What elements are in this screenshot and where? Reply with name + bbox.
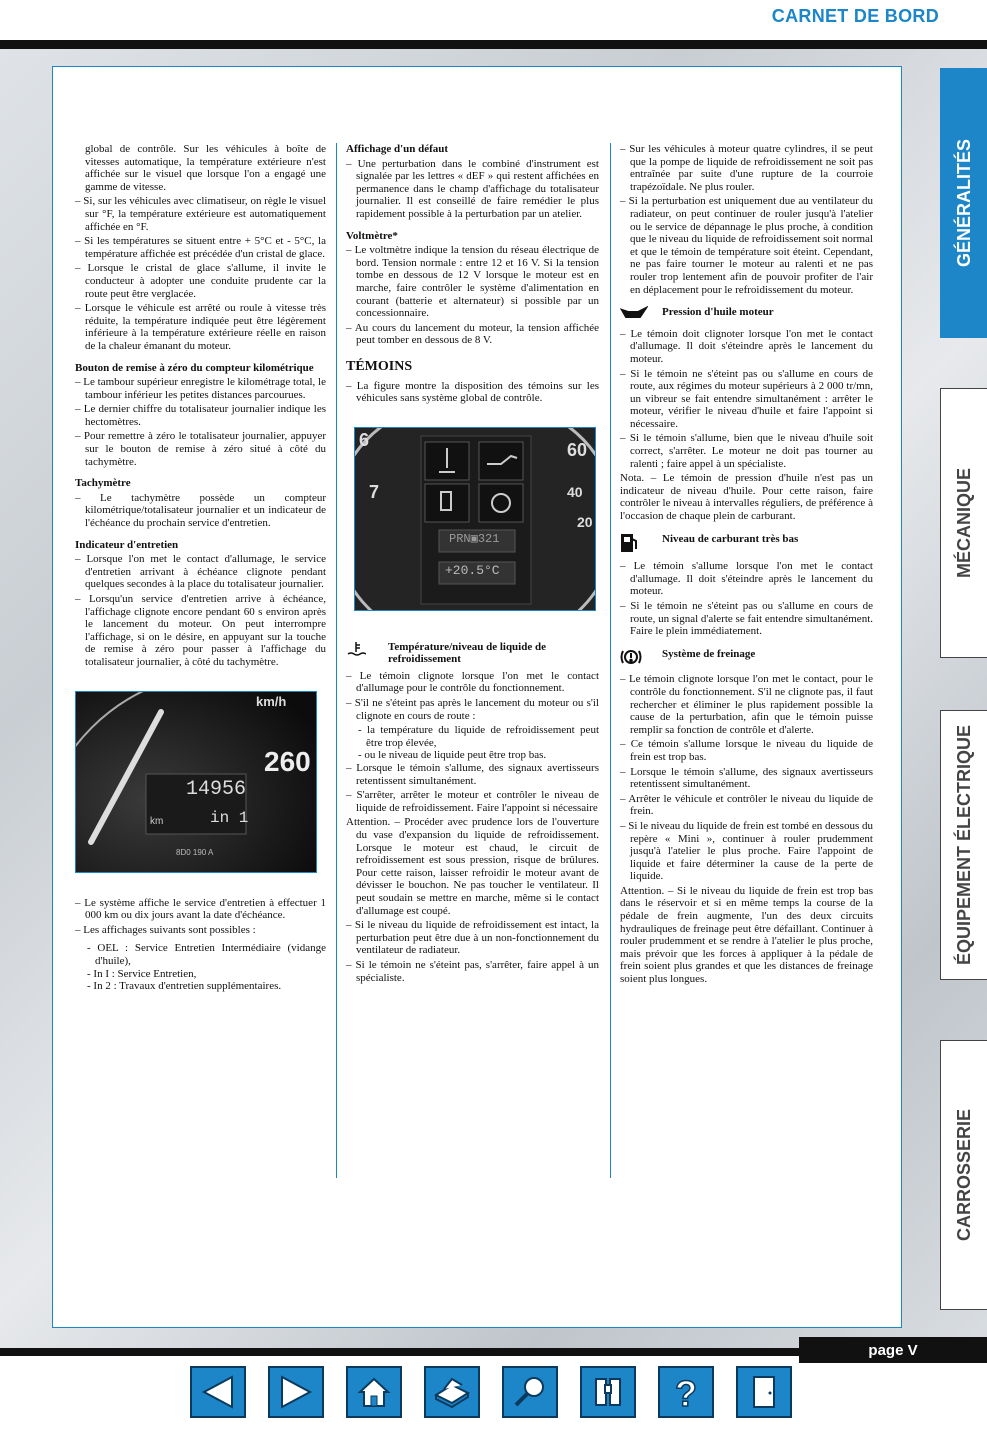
paragraph: – Le système affiche le service d'entretien à effectuer 1 000 km ou dix jours avant la date d'échéance. [75,896,326,922]
tab-equipement-electrique[interactable] [940,710,987,980]
tab-label: CARROSSERIE [953,1108,974,1242]
coolant-warning-heading [346,641,599,666]
paragraph: – Lorsque le témoin s'allume, des signaux avertisseurs retentissent simultanément. [346,762,599,787]
speed-label: 260 [264,745,311,777]
gauge-number: 20 [577,513,593,530]
home-icon [354,1373,394,1411]
list-item: - la température du liquide de refroidissement peut être trop élevée, [358,724,599,749]
paragraph: – Le témoin clignote lorsque l'on met le contact, pour le contrôle du fonctionnement. S'il ne clignote pas, il faut rechercher et éliminer le plus rapidement possible la cause de la perturbation, afin que le témoin puisse remplir sa fonction de contrôle et d'alerte. [620,673,873,736]
tab-label: ÉQUIPEMENT ÉLECTRIQUE [953,724,974,966]
section-heading: Voltmètre* [346,229,398,242]
paragraph: – Si les températures se situent entre + 5°C et - 5°C, la température affichée est précédée d'un cristal de glace. [75,235,326,260]
kmh-label: km/h [256,693,287,709]
paragraph: Attention. – Si le niveau du liquide de frein est trop bas dans le réservoir et si en même temps la course de la pédale de frein augmente, l'un des deux circuits hydrauliques de freinage peut être défaillant. Continuer à rouler prudemment et se rendre à l'atelier le plus proche, mais prévoir que les forces à appliquer à la pédale de frein soient plus grandes et que les distances de freinage soient plus longues. [620,884,873,986]
paragraph: – La figure montre la disposition des témoins sur les véhicules sans système global de contrôle. [346,379,599,405]
paragraph: – Le tambour supérieur enregistre le kilométrage total, le tambour inférieur les petites distances parcourues. [75,376,326,401]
section-heading: Système de freinage [662,647,756,660]
paragraph: global de contrôle. Sur les véhicules à boîte de vitesses automatique, la température extérieure n'est affichée sur le visuel que lorsque l'on a engagé une gamme de vitesse. [85,143,326,193]
paragraph: – Lorsque le véhicule est arrêté ou roule à vitesse très réduite, la température indiquée peut être légèrement inférieure à la température extérieure réelle en raison de la chaleur émanant du moteur. [75,302,326,352]
column-1 [75,143,326,993]
gauge-number: 6 [359,429,370,450]
paragraph: – Les affichages suivants sont possibles : [75,923,256,936]
paragraph: Attention. – Procéder avec prudence lors de l'ouverture du vase d'expansion du liquide de refroidissement. Lorsque le moteur est chaud, le circuit de refroidissement est sous pression, risque de brûlures. Pour cette raison, laisser refroidir le moteur avant de dévisser le bouchon. Ne pas toucher le ventilateur. Il peut soudain se mettre en marche, même si le contact d'allumage est coupé. [346,816,599,917]
speedometer-photo [75,691,317,873]
gauge-number: 60 [567,439,588,460]
section-heading: Pression d'huile moteur [662,306,774,319]
paragraph: – Si le niveau du liquide de frein est tombé en dessous du repère « Mini », continuer à rouler prudemment jusqu'à l'atelier le plus proche. Faire l'appoint de liquide et faire déterminer la cause de la perte de liquide. [620,819,873,883]
paragraph: – Si la perturbation est uniquement due au ventilateur du radiateur, on peut continuer de rouler jusqu'à l'atelier ou le service de dépannage le plus proche, à condition que le niveau du liquide de refroidissement soit normal et que le témoin de température soit éteint. Cependant, ne pas faire tourner le moteur au ralenti et ne pas rouler trop lentement afin de pouvoir profiter de l'air en déplacement pour le refroidissement du moteur. [620,195,873,296]
paragraph: – Arrêter le véhicule et contrôler le niveau du liquide de frein. [620,792,873,818]
list-item: - OEL : Service Entretien Intermédiaire (vidange d'huile), [87,942,326,967]
printer-icon [432,1373,472,1411]
section-heading: Tachymètre [75,477,131,490]
search-button[interactable] [502,1366,558,1418]
tab-generalites[interactable] [940,68,987,338]
tab-carrosserie[interactable] [940,1040,987,1310]
magnifier-icon [510,1373,550,1411]
gauge-number: 40 [567,483,583,500]
question-mark-icon [666,1373,706,1411]
paragraph: – Une perturbation dans le combiné d'instrument est signalée par les lettres « dEF » qui restent affichées en permanence dans le champ d'affichage du totalisateur journalier. Il est conseillé de faire remédier le plus rapidement possible à la perturbation par un atelier. [346,157,599,220]
paragraph: – Lorsque le cristal de glace s'allume, il invite le conducteur à adopter une conduite prudente car la route peut être verglacée. [75,262,326,300]
svg-text:?: ? [675,1373,697,1411]
paragraph: – Si le niveau du liquide de refroidissement est intact, la perturbation peut être due à un non-fonctionnement du ventilateur de radiateur. [346,919,599,957]
section-heading: Température/niveau de liquide de refroidissement [388,640,546,666]
oil-can-icon [620,306,652,324]
paragraph: – Ce témoin s'allume lorsque le niveau du liquide de frein est trop bas. [620,738,873,763]
column-divider [336,143,337,1178]
oil-pressure-heading [620,306,873,324]
paragraph: – Si le témoin ne s'éteint pas, s'arrêter, faire appel à un spécialiste. [346,958,599,984]
warning-lights-photo [354,427,596,611]
binoculars-icon [588,1373,628,1411]
coolant-temperature-icon [346,641,378,661]
paragraph: – Si, sur les véhicules avec climatiseur, on règle le visuel sur °F, la température extérieure est automatiquement affichée en °F. [75,195,326,233]
paragraph: – Lorsque le témoin s'allume, des signaux avertisseurs retentissent simultanément. [620,765,873,791]
brake-system-heading [620,648,873,670]
previous-page-button[interactable] [190,1366,246,1418]
paragraph: – S'il ne s'éteint pas après le lancement du moteur ou s'il clignote en cours de route : [346,697,599,722]
content-panel [52,66,902,1328]
section-heading: Niveau de carburant très bas [662,532,799,545]
tab-label: GÉNÉRALITÉS [953,138,974,267]
column-3 [620,143,873,988]
next-page-button[interactable] [268,1366,324,1418]
paragraph: – Le tachymètre possède un compteur kilométrique/totalisateur journalier et un indicateur de l'échéance du prochain service d'entretien. [75,491,326,530]
paragraph: – Le témoin clignote lorsque l'on met le contact d'allumage pour le contrôle du fonctionnement. [346,669,599,695]
fuel-pump-icon [620,533,652,557]
arrow-left-icon [198,1373,238,1411]
page-number: page V [799,1337,987,1363]
arrow-right-icon [276,1373,316,1411]
header-title: CARNET DE BORD [771,6,939,26]
column-divider [610,143,611,1178]
tab-label: MÉCANIQUE [953,467,974,578]
paragraph: – Lorsqu'un service d'entretien arrive à échéance, l'affichage clignote encore pendant 60 s environ après le lancement du moteur. On peut interrompre l'affichage, si on le désire, en appuyant sur la touche de remise à zéro pour passer à l'affichage du totalisateur journalier, à côté du tachymètre. [75,593,326,668]
paragraph: – Le voltmètre indique la tension du réseau électrique de bord. Tension normale : entre 12 et 16 V. Si la tension tombe en dessous de 12 V lorsque le moteur est en marche, faire contrôler le système d'alimentation en courant (batterie et alternateur) si possible par un concessionnaire. [346,244,599,320]
binoculars-button[interactable] [580,1366,636,1418]
section-heading: Bouton de remise à zéro du compteur kilométrique [75,361,314,374]
brake-warning-icon [620,648,652,670]
paragraph: – Si le témoin s'allume, bien que le niveau d'huile soit correct, s'arrêter. Le moteur ne doit pas tourner au ralenti ; faire appel à un spécialiste. [620,432,873,470]
paragraph: – Le dernier chiffre du totalisateur journalier indique les hectomètres. [75,403,326,428]
paragraph: – Le témoin s'allume lorsque l'on met le contact d'allumage. Il doit s'éteindre après le lancement du moteur. [620,560,873,598]
exit-door-icon [744,1373,784,1411]
section-title: TÉMOINS [346,358,413,374]
odometer-value: 14956 [186,777,247,801]
list-item: - ou le niveau de liquide peut être trop bas. [358,749,547,762]
home-button[interactable] [346,1366,402,1418]
temperature-display: +20.5°C [445,562,500,578]
trip-value: in 1 [210,808,249,827]
help-button[interactable] [658,1366,714,1418]
paragraph: – Au cours du lancement du moteur, la tension affichée peut tomber en dessous de 8 V. [346,321,599,347]
paragraph: – Pour remettre à zéro le totalisateur journalier, appuyer sur le bouton de remise à zéro situé à côté du tachymètre. [75,430,326,468]
section-heading: Indicateur d'entretien [75,538,179,551]
paragraph: – Sur les véhicules à moteur quatre cylindres, il se peut que la pompe de liquide de refroidissement ne soit pas entraînée par suite d'une rupture de la courroie trapézoïdale. Ne plus rouler. [620,143,873,193]
part-number: 8D0 190 A [176,847,214,857]
paragraph: Nota. – Le témoin de pression d'huile n'est pas un indicateur de niveau d'huile. Pour cette raison, faire contrôler le niveau à intervalles réguliers, de préférence à l'occasion de chaque plein de carburant. [620,472,873,523]
km-label: km [150,815,164,827]
column-2 [346,143,599,986]
section-heading: Affichage d'un défaut [346,143,449,155]
print-button[interactable] [424,1366,480,1418]
gauge-number: 7 [369,481,380,502]
fuel-level-heading [620,533,873,557]
paragraph: – S'arrêter, arrêter le moteur et contrôler le niveau de liquide de refroidissement. Faire l'appoint si nécessaire [346,789,599,814]
paragraph: – Si le témoin ne s'éteint pas ou s'allume en cours de route, un signal d'alerte se fait entendre simultanément. Faire le plein immédiatement. [620,600,873,638]
paragraph: – Lorsque l'on met le contact d'allumage, le service d'entretien arrivant à échéance clignote pendant quelques secondes à la place du totalisateur journalier. [75,553,326,591]
exit-button[interactable] [736,1366,792,1418]
paragraph: – Si le témoin ne s'éteint pas ou s'allume en cours de route, aux régimes du moteur supérieurs à 2 000 tr/mn, un vibreur se fait entendre simultanément : arrêter le moteur, vérifier le niveau d'huile et faire l'appoint si nécessaire. [620,367,873,430]
paragraph: – Le témoin doit clignoter lorsque l'on met le contact d'allumage. Il doit s'éteindre après le lancement du moteur. [620,327,873,365]
list-item: - In 2 : Travaux d'entretien supplémentaires. [87,980,282,993]
gear-display: PRN▣321 [449,531,500,546]
list-item: - In I : Service Entretien, [87,967,197,980]
header-bar [0,40,987,49]
tab-mecanique[interactable] [940,388,987,658]
